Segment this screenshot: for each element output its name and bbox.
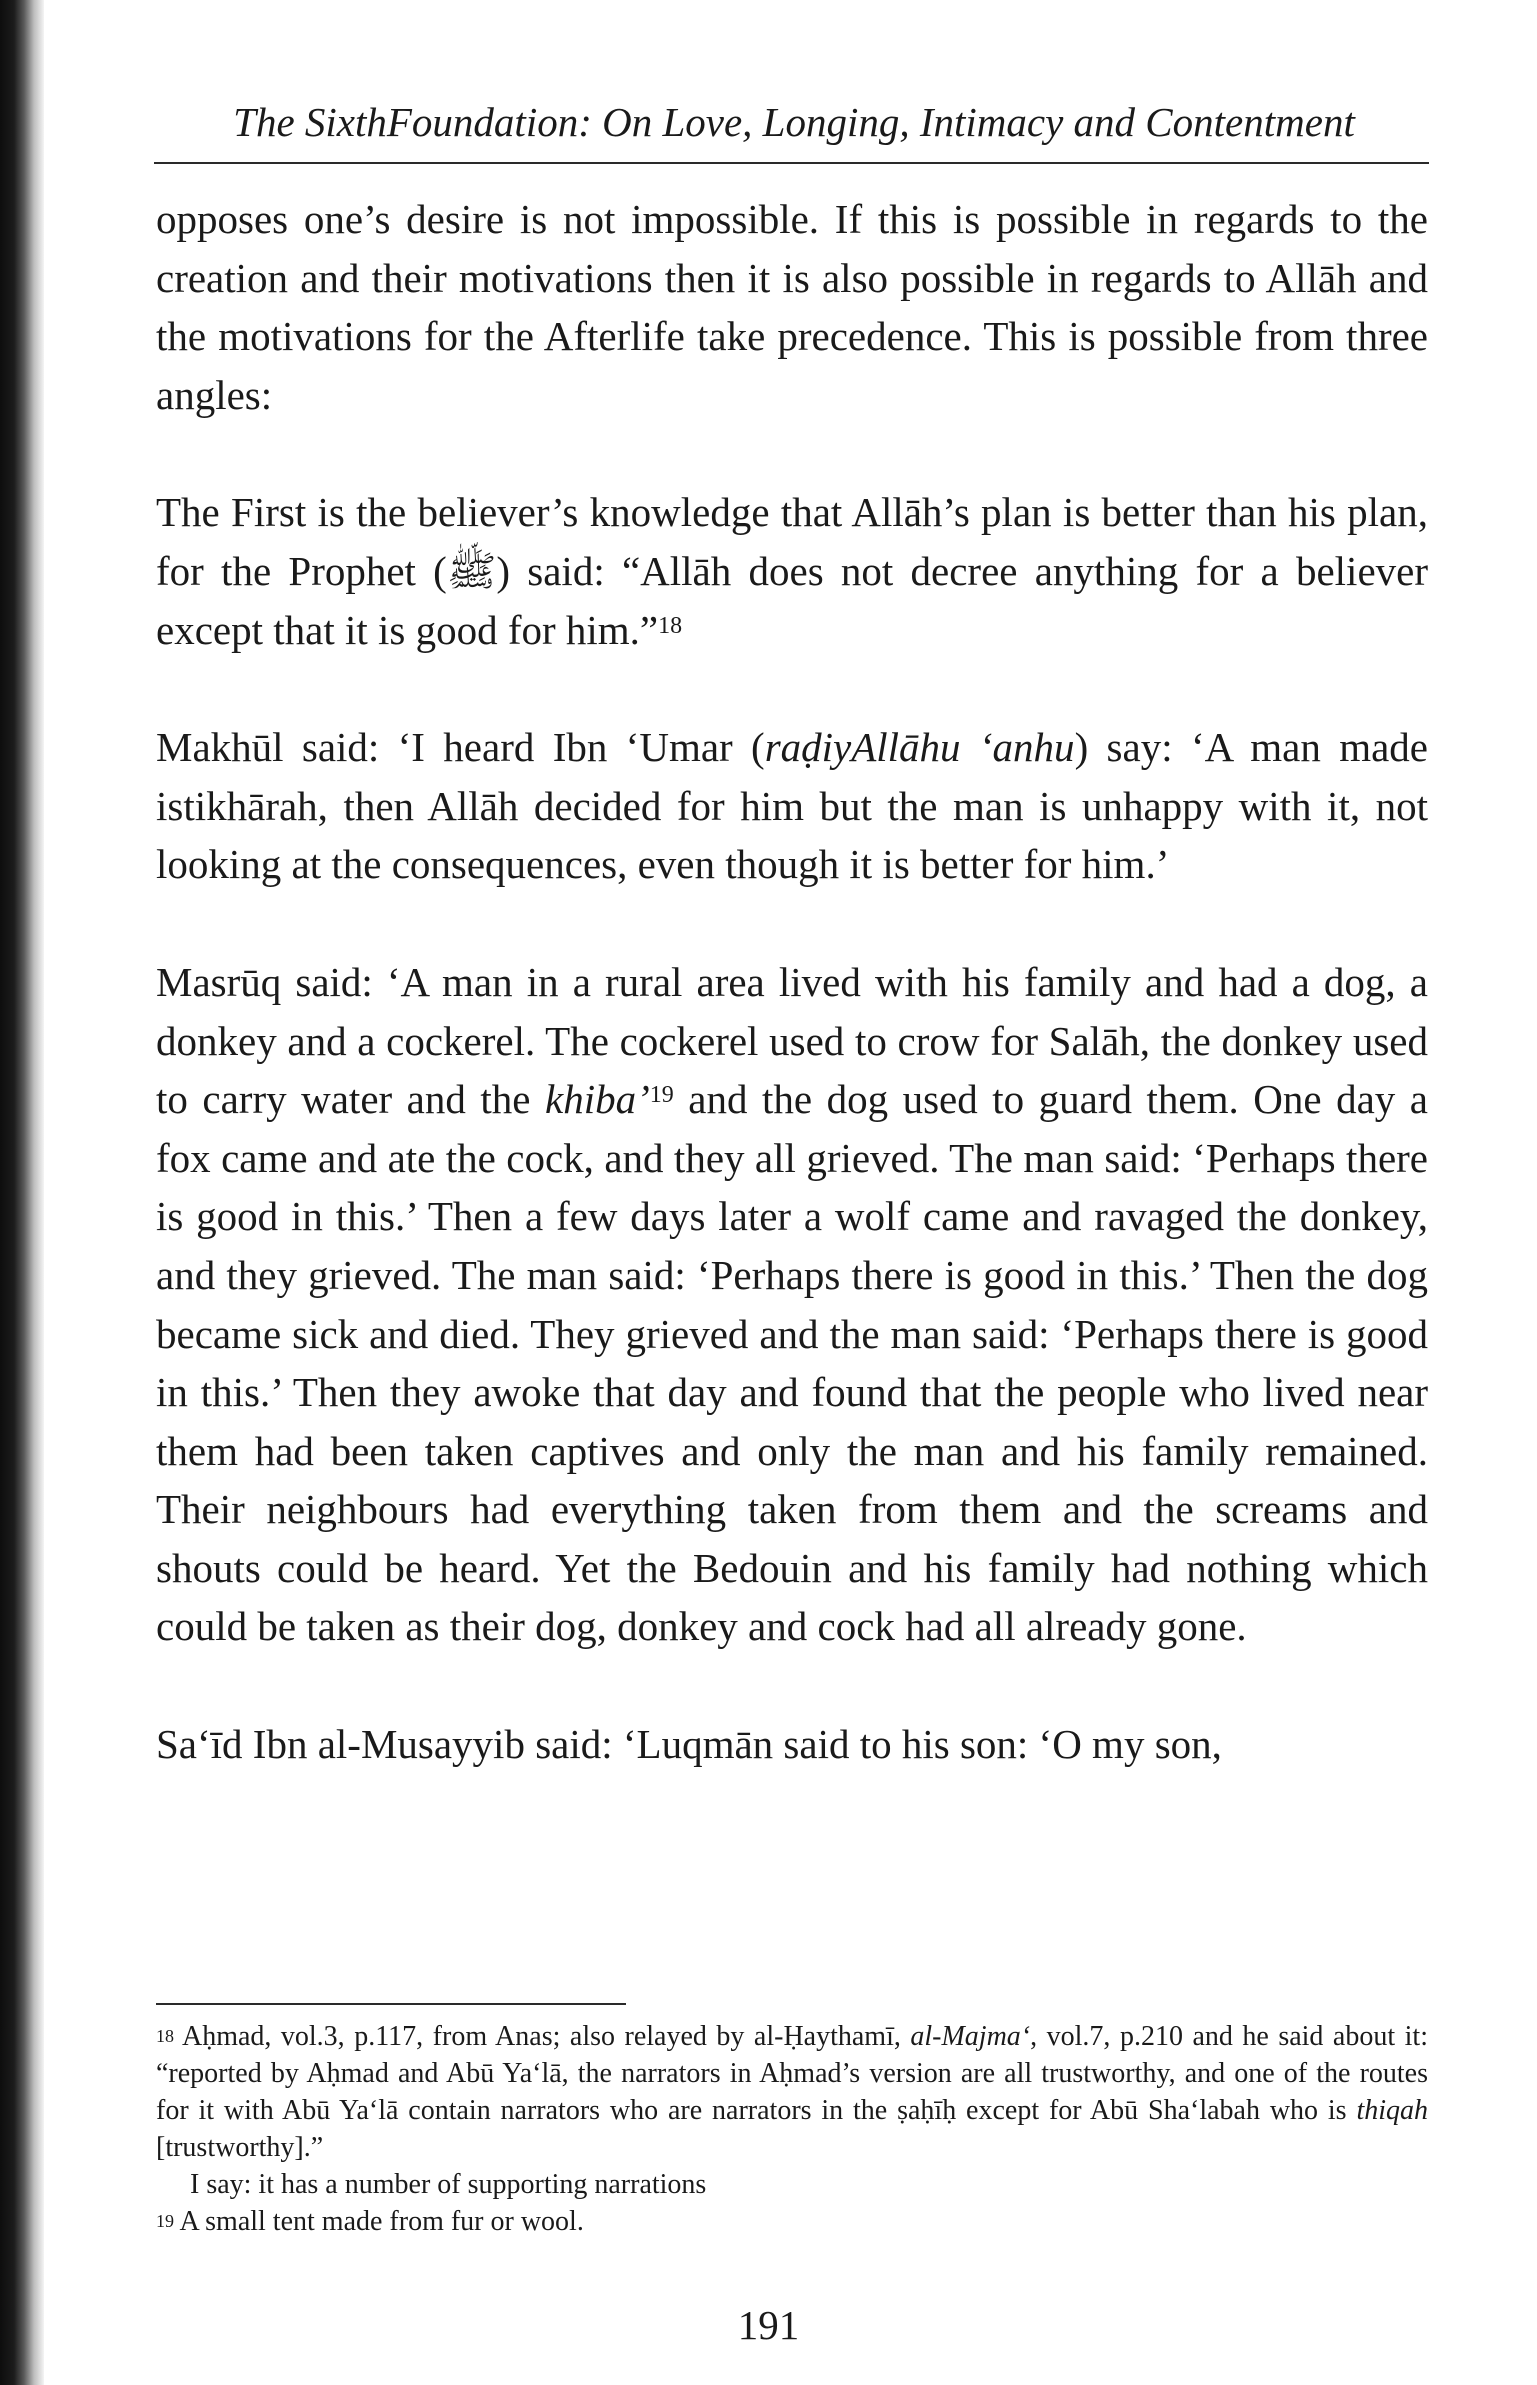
paragraph-4-italic: khiba’ bbox=[545, 1076, 650, 1123]
paragraph-4 bbox=[156, 953, 1428, 1656]
page-number: 191 bbox=[737, 2302, 800, 2348]
footnote-18-note: I say: it has a number of supporting narrations bbox=[190, 2169, 707, 2200]
paragraph-3-italic: raḍiyAllāhu ‘anhu bbox=[764, 724, 1075, 771]
footnote-18-italic-1: al-Majma‘ bbox=[910, 2021, 1031, 2052]
footnote-18 bbox=[156, 2018, 1428, 2166]
paragraph-4-pre: Masrūq said: ‘A man in a rural area lived with his family and had a dog, a donkey and a cockerel. The cockerel used to crow for Salāh, the donkey used to carry water and the bbox=[156, 958, 1428, 1123]
footnote-19 bbox=[156, 2203, 1428, 2240]
paragraph-2 bbox=[156, 483, 1428, 659]
footnote-18-part-c: [trustworthy].” bbox=[156, 2132, 324, 2163]
paragraph-3 bbox=[156, 718, 1428, 894]
footnote-19-text: A small tent made from fur or wool. bbox=[179, 2206, 584, 2237]
book-spine-shadow bbox=[0, 0, 44, 2385]
header-divider bbox=[154, 162, 1429, 164]
footnote-divider bbox=[156, 2003, 626, 2005]
paragraph-5: Sa‘īd Ibn al-Musayyib said: ‘Luqmān said to his son: ‘O my son, bbox=[156, 1721, 1222, 1768]
main-body-text bbox=[156, 190, 1428, 1774]
footnote-19-number: 19 bbox=[156, 2211, 174, 2231]
footnote-18-part-a: Aḥmad, vol.3, p.117, from Anas; also relayed by al-Ḥaythamī, bbox=[181, 2021, 911, 2052]
footnote-18-number: 18 bbox=[156, 2026, 174, 2046]
footnote-18-part-b: , vol.7, p.210 and he said about it: “reported by Aḥmad and Abū Ya‘lā, the narrators in Aḥmad’s version are all trustworthy, and one of the routes for it with Abū Ya‘lā contain narrators who are narrators in the ṣaḥīḥ except for Abū Sha‘labah who is bbox=[156, 2021, 1428, 2126]
running-header: The SixthFoundation: On Love, Longing, Intimacy and Contentment bbox=[233, 99, 1355, 145]
footnote-18-italic-2: thiqah bbox=[1356, 2095, 1428, 2126]
paragraph-1: opposes one’s desire is not impossible. If this is possible in regards to the creation and their motivations then it is also possible in regards to Allāh and the motivations for the Afterlife take precedence. This is possible from three angles: bbox=[156, 196, 1428, 418]
paragraph-3-post: ) say: ‘A man made istikhārah, then Allāh decided for him but the man is unhappy with it, not looking at the consequences, even though it is better for him.’ bbox=[156, 724, 1428, 888]
footnote-ref-18[interactable]: 18 bbox=[658, 612, 683, 639]
paragraph-2-text: The First is the believer’s knowledge that Allāh’s plan is better than his plan, for the Prophet (ﷺ) said: “Allāh does not decree anything for a believer except that it is good for him.” bbox=[156, 489, 1428, 653]
paragraph-4-post: and the dog used to guard them. One day a fox came and ate the cock, and they all grieved. The man said: ‘Perhaps there is good in this.’ Then a few days later a wolf came and ravaged the donkey, and they grieved. The man said: ‘Perhaps there is good in this.’ Then the dog became sick and died. They grieved and the man said: ‘Perhaps there is good in this.’ Then they awoke that day and found that the people who lived near them had been taken captives and only the man and his family remained. Their neighbours had everything taken from them and the screams and shouts could be heard. Yet the Bedouin and his family had nothing which could be taken as their dog, donkey and cock had all already gone. bbox=[156, 1076, 1428, 1650]
paragraph-3-pre: Makhūl said: ‘I heard Ibn ‘Umar ( bbox=[156, 724, 765, 771]
footnote-ref-19[interactable]: 19 bbox=[649, 1082, 674, 1109]
footnotes bbox=[156, 2018, 1428, 2240]
